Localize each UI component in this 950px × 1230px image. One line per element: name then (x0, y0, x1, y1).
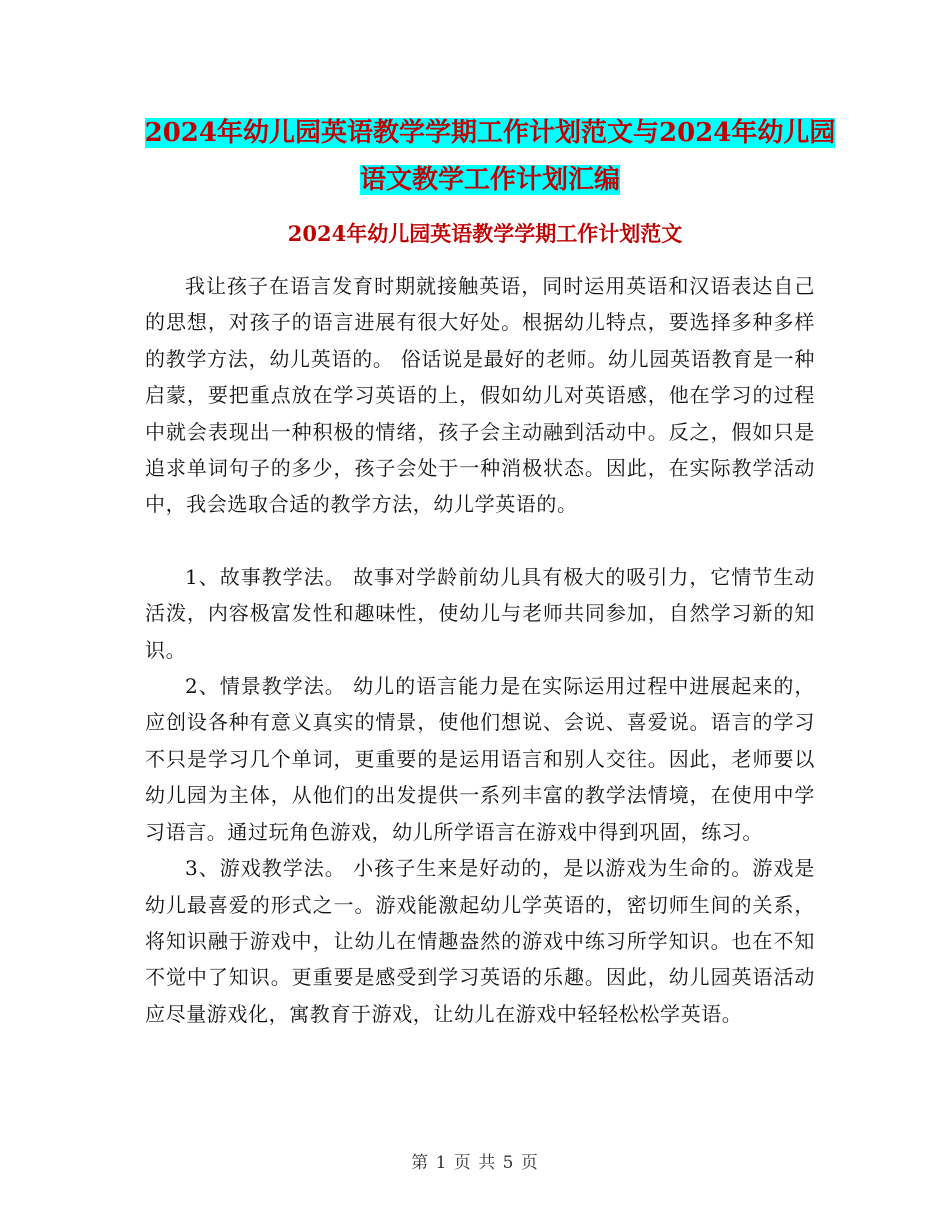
section-title: 2024年幼儿园英语教学学期工作计划范文 (287, 221, 683, 246)
intro-paragraph: 我让孩子在语言发育时期就接触英语，同时运用英语和汉语表达自己的思想，对孩子的语言进展有很大好处。根据幼儿特点，要选择多种多样的教学方法，幼儿英语的。 俗话说是最好的老师。幼儿园英语教育是一种启蒙，要把重点放在学习英语的上，假如幼儿对英语感，他在学习的过程中就会表现出一种积极的情绪，孩子会主动融到活动中。反之，假如只是追求单词句子的多少，孩子会处于一种消极状态。因此，在实际教学活动中，我会选取合适的教学方法，幼儿学英语的。 (145, 274, 815, 517)
paragraph-scene-method: 2、情景教学法。 幼儿的语言能力是在实际运用过程中进展起来的，应创设各种有意义真实的情景，使他们想说、会说、喜爱说。语言的学习不只是学习几个单词，更重要的是运用语言和别人交往。因此，老师要以幼儿园为主体，从他们的出发提供一系列丰富的教学法情境，在使用中学习语言。通过玩角色游戏，幼儿所学语言在游戏中得到巩固，练习。 (145, 674, 815, 844)
document-body (145, 268, 815, 1032)
paragraph-story-method: 1、故事教学法。 故事对学龄前幼儿具有极大的吸引力，它情节生动活泼，内容极富发性和趣味性，使幼儿与老师共同参加，自然学习新的知识。 (145, 564, 815, 662)
document-title-text: 2024年幼儿园英语教学学期工作计划范文与2024年幼儿园语文教学工作计划汇编 (144, 118, 836, 195)
paragraph-game-method: 3、游戏教学法。 小孩子生来是好动的，是以游戏为生命的。游戏是幼儿最喜爱的形式之一。游戏能激起幼儿学英语的，密切师生间的关系，将知识融于游戏中，让幼儿在情趣盎然的游戏中练习所学知识。也在不知不觉中了知识。更重要是感受到学习英语的乐趣。因此，幼儿园英语活动应尽量游戏化，寓教育于游戏，让幼儿在游戏中轻轻松松学英语。 (145, 856, 815, 1026)
page-number: 第 1 页 共 5 页 (411, 1153, 539, 1173)
document-title (140, 110, 840, 204)
